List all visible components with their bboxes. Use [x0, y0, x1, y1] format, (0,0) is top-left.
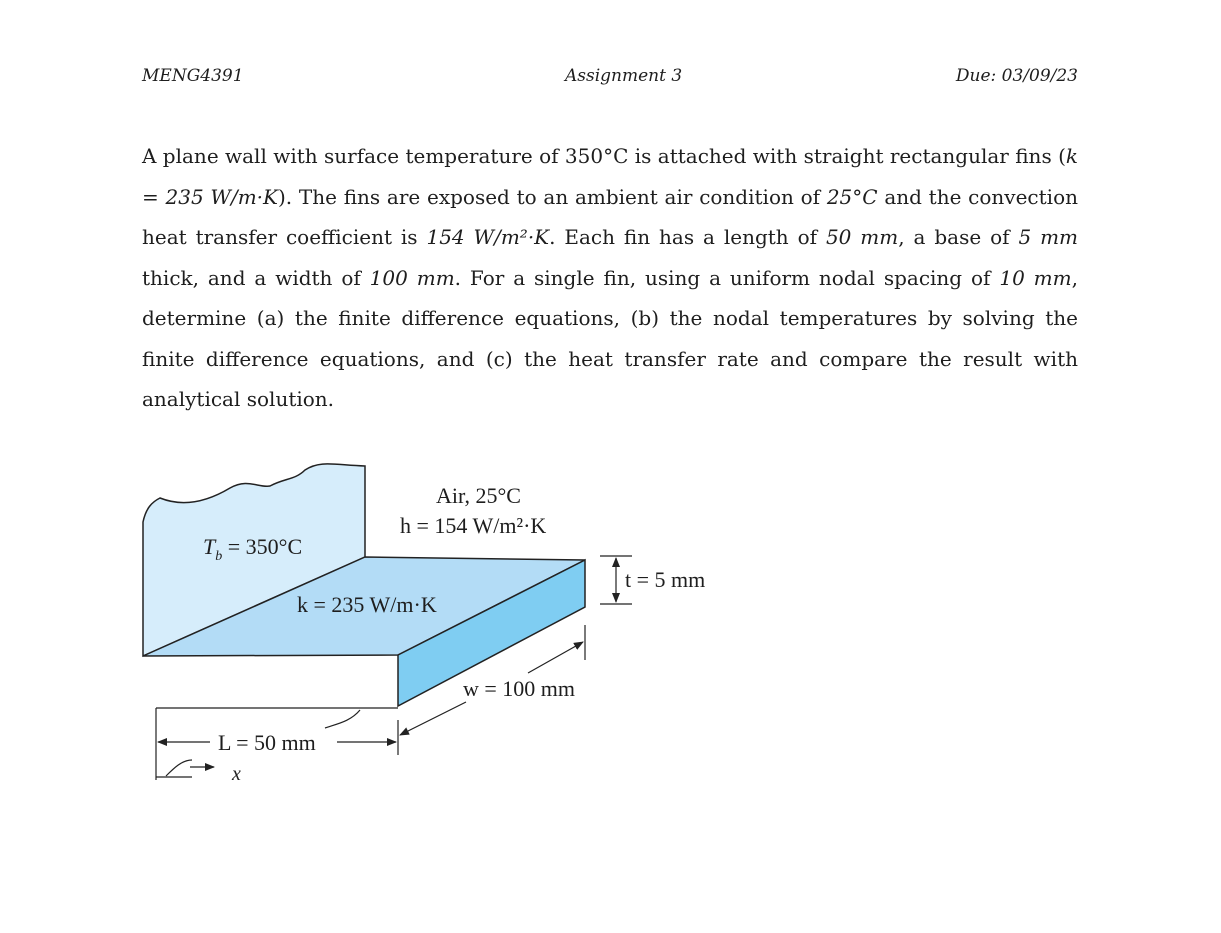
- problem-text-4: . Each fin has a length of: [549, 225, 826, 249]
- conductivity-label: k = 235 W/m·K: [297, 592, 437, 617]
- problem-text-5: , a base of: [898, 225, 1019, 249]
- tb-value: = 350°C: [222, 534, 303, 559]
- conductivity-value: k = 235 W/m·K: [142, 144, 1078, 209]
- fin-length: 50 mm: [825, 225, 899, 249]
- problem-text-8: , determine (a) the finite difference equations, (b) the nodal temperatures by solving the finite difference equations, and (c) the heat transfer rate and compare the result with analytical solution.: [142, 265, 1078, 411]
- fin-thickness: 5 mm: [1018, 225, 1078, 249]
- air-label: Air, 25°C: [436, 483, 521, 508]
- fin-width: 100 mm: [369, 265, 455, 290]
- problem-text-3: and the convection heat transfer coefficient is: [142, 184, 1078, 249]
- convection-coefficient: 154 W/m²·K: [426, 225, 550, 249]
- tb-symbol: T: [203, 534, 216, 559]
- problem-text-2: ). The fins are exposed to an ambient air condition of: [277, 184, 827, 209]
- due-date: Due: 03/09/23: [955, 66, 1078, 86]
- tb-subscript: b: [215, 549, 223, 564]
- thickness-label: t = 5 mm: [625, 567, 706, 592]
- length-label: L = 50 mm: [218, 730, 316, 755]
- problem-text-6: thick, and a width of: [142, 265, 370, 290]
- course-code: MENG4391: [142, 66, 244, 86]
- problem-statement: [142, 136, 1078, 420]
- x-axis-label: x: [232, 763, 241, 785]
- ambient-temperature: 25°C: [826, 184, 878, 209]
- width-label: w = 100 mm: [463, 676, 576, 701]
- assignment-title: Assignment 3: [565, 66, 683, 86]
- convection-label: h = 154 W/m²·K: [400, 513, 547, 538]
- problem-text-7: . For a single fin, using a uniform nodal spacing of: [454, 265, 1000, 290]
- x-axis-indicator: [156, 760, 214, 777]
- fin-diagram: [130, 450, 750, 795]
- problem-text-1: A plane wall with surface temperature of 350°C is attached with straight rectangular fins (: [142, 144, 1066, 168]
- nodal-spacing: 10 mm: [999, 265, 1072, 290]
